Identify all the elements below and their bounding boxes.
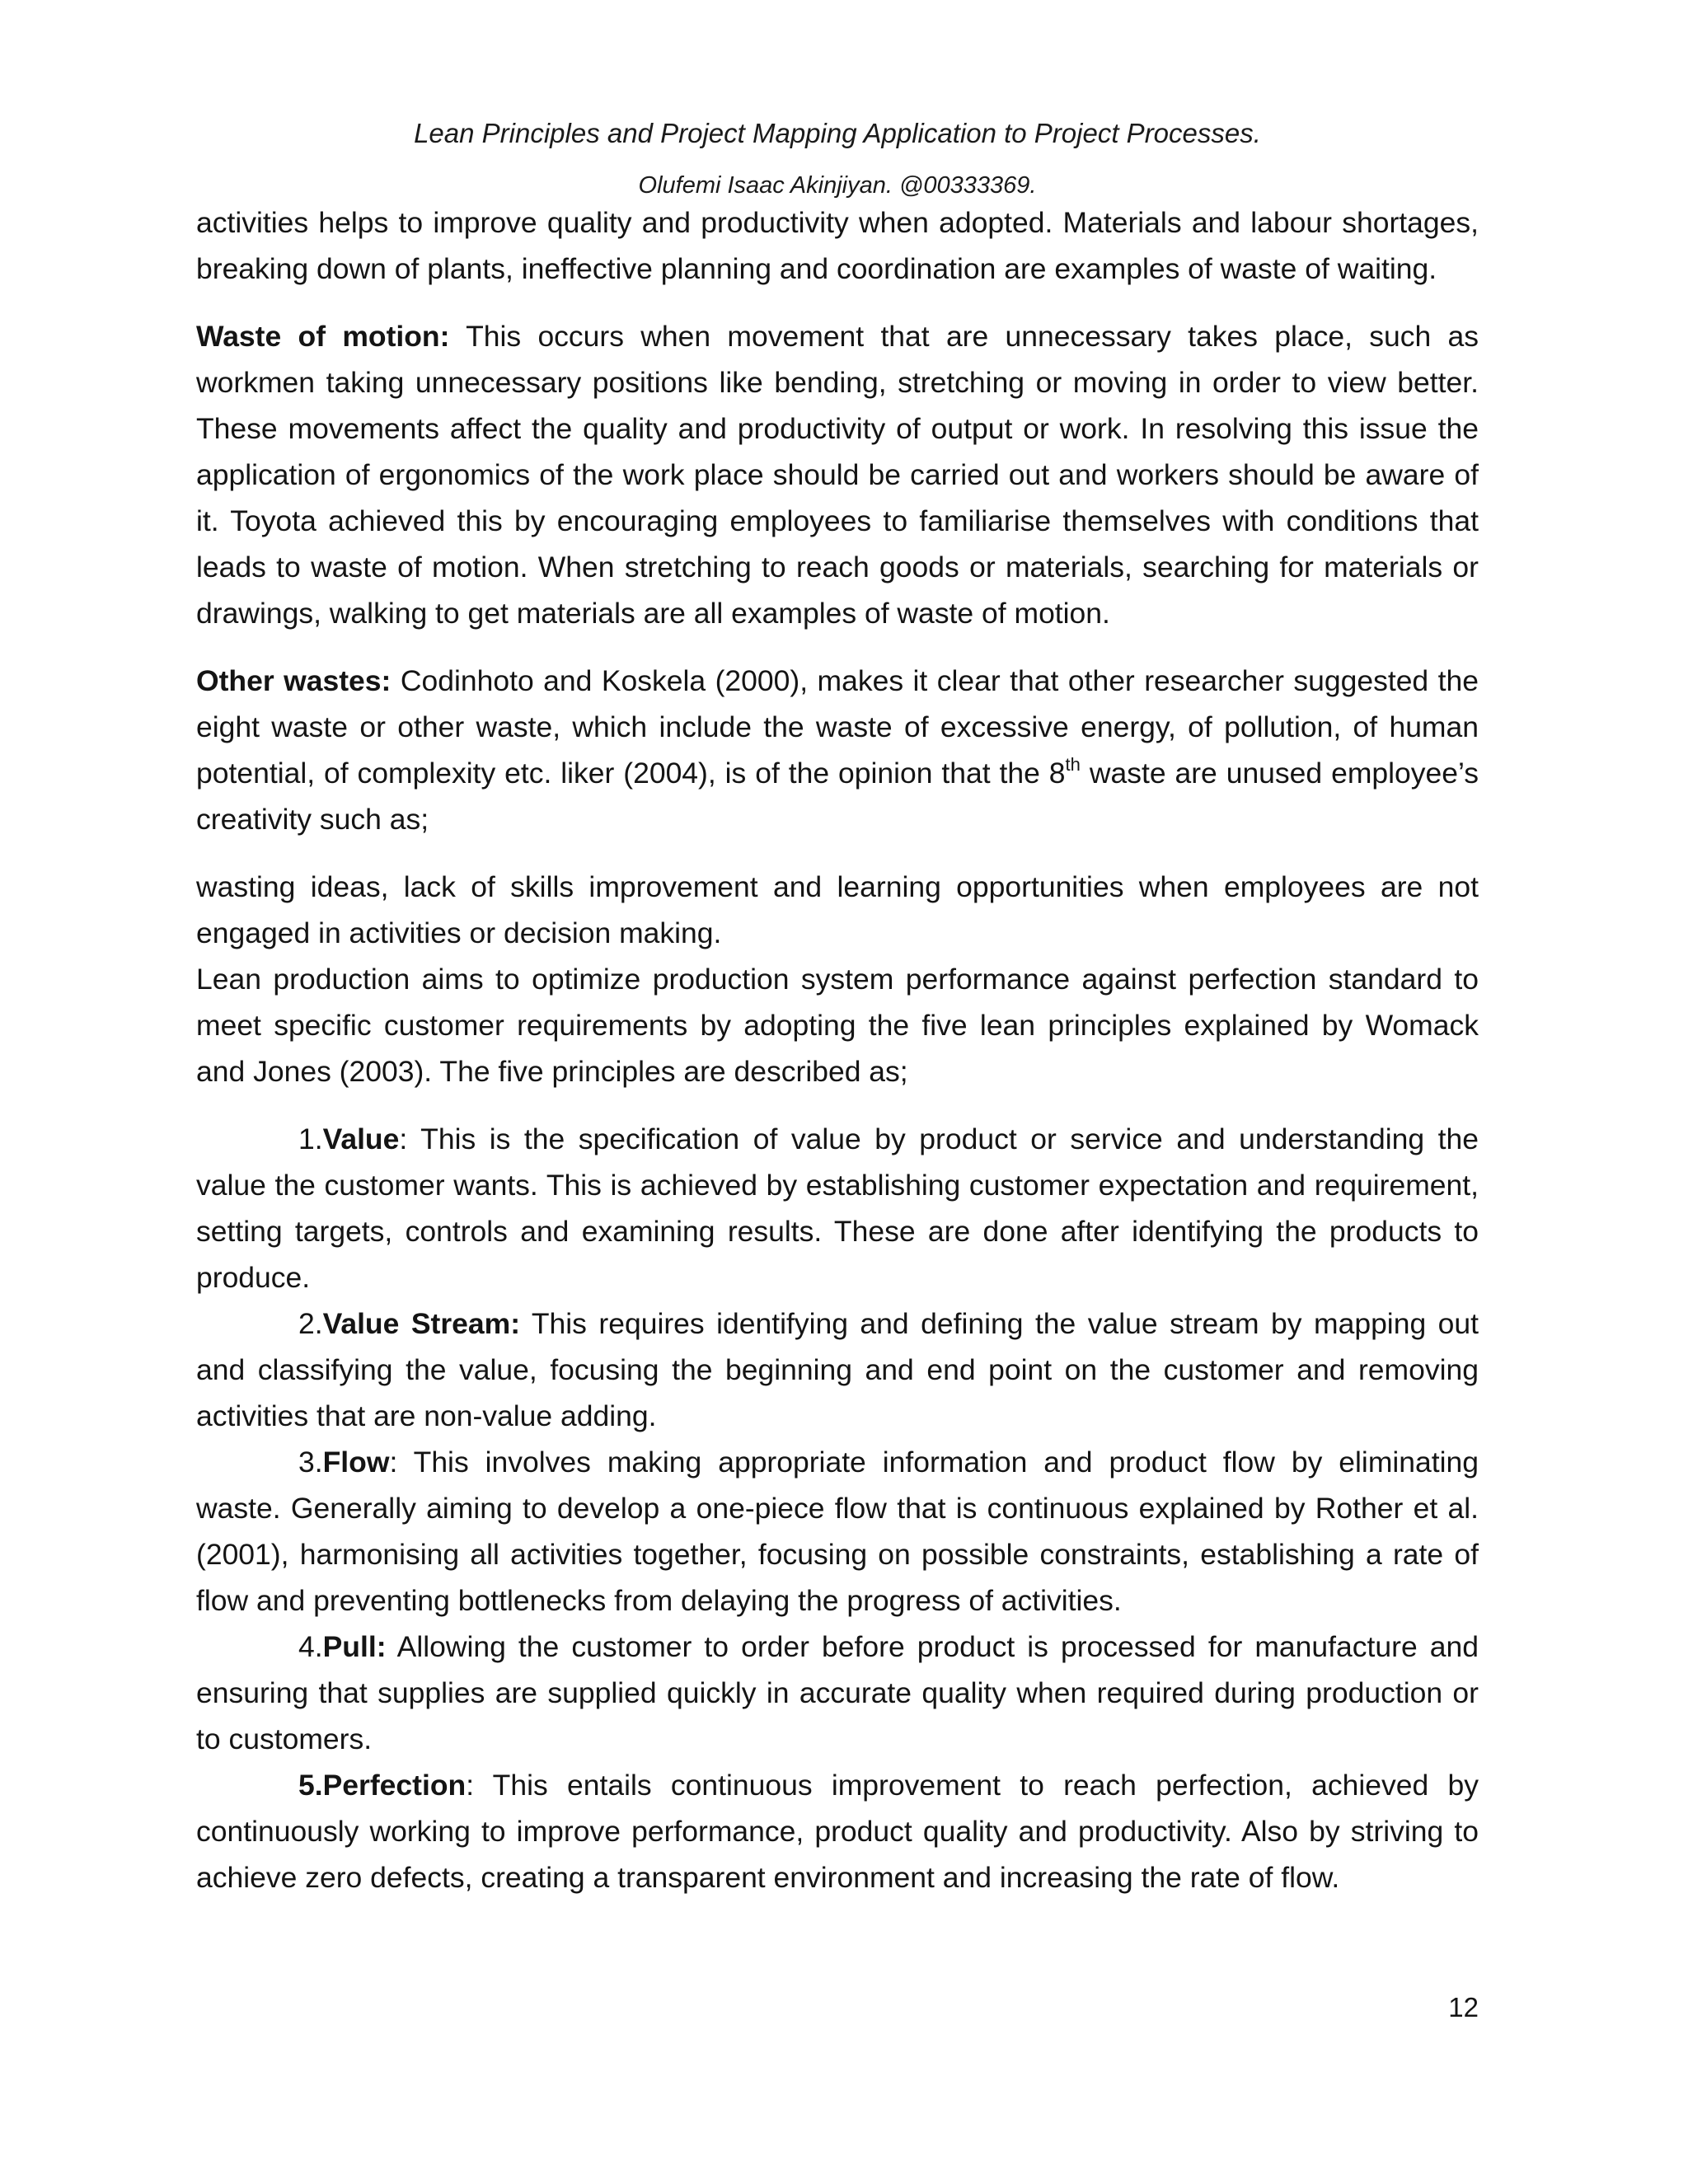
paragraph-waste-of-waiting-end: activities helps to improve quality and productivity when adopted. Materials and labour shortages, breaking down of plants, ineffective planning and coordination are examples of waste of waiting. [196,206,1479,285]
list-text: : This is the specification of value by product or service and understanding the value the customer wants. This is achieved by establishing customer expectation and requirement, setting targets, controls and examining results. These are done after identifying the products to produce. [196,1122,1479,1294]
waste-of-motion-text: This occurs when movement that are unnecessary takes place, such as workmen taking unnecessary positions like bending, stretching or moving in order to view better. These movements affect the quality and productivity of output or work. In resolving this issue the application of ergonomics of the work place should be carried out and workers should be aware of it. Toyota achieved this by encouraging employees to familiarise themselves with conditions that leads to waste of motion. When stretching to reach goods or materials, searching for materials or drawings, walking to get materials are all examples of waste of motion. [196,320,1479,630]
paragraph-creativity-examples: wasting ideas, lack of skills improvement and learning opportunities when employees are not engaged in activities or decision making. [196,870,1479,949]
list-number: 3. [298,1446,323,1479]
list-number: 1. [298,1122,323,1155]
ordinal-superscript: th [1065,754,1081,775]
body-text [196,199,1479,1900]
list-item-perfection [196,1762,1479,1900]
list-text: Allowing the customer to order before product is processed for manufacture and ensuring that supplies are supplied quickly in accurate quality when required during production or to customers. [196,1630,1479,1755]
list-term: Value [322,1122,400,1155]
list-item-pull [196,1624,1479,1762]
principles-list [196,1116,1479,1900]
list-text: : This involves making appropriate information and product flow by eliminating waste. Generally aiming to develop a one-piece flow that is continuous explained by Rother et al. (2001), harmonising all activities together, focusing on possible constraints, establishing a rate of flow and preventing bottlenecks from delaying the progress of activities. [196,1446,1479,1617]
list-number: 2. [298,1307,323,1340]
list-item-value-stream [196,1301,1479,1439]
paragraph-waste-of-motion [196,313,1479,636]
list-item-value [196,1116,1479,1301]
paragraph-other-wastes [196,658,1479,842]
waste-of-motion-heading: Waste of motion: [196,320,450,353]
paragraph-lean-production: Lean production aims to optimize production system performance against perfection standard to meet specific customer requirements by adopting the five lean principles explained by Womack and Jones (2003). The five principles are described as; [196,963,1479,1088]
list-number: 5. [298,1769,323,1802]
other-wastes-heading: Other wastes: [196,664,392,697]
list-term: Flow [322,1446,390,1479]
list-text: This requires identifying and defining the value stream by mapping out and classifying the value, focusing the beginning and end point on the customer and removing activities that are non-value adding. [196,1307,1479,1432]
other-wastes-text: Codinhoto and Koskela (2000), makes it clear that other researcher suggested the eight waste or other waste, which include the waste of excessive energy, of pollution, of human potential, of complexity etc. liker (2004), is of the opinion that the 8 [196,664,1479,790]
list-term: Pull: [322,1630,387,1663]
list-item-flow [196,1439,1479,1624]
running-header-title: Lean Principles and Project Mapping Application to Project Processes. [414,118,1261,148]
list-term: Perfection [322,1769,467,1802]
list-term: Value Stream: [322,1307,521,1340]
list-number: 4. [298,1630,323,1663]
list-text: : This entails continuous improvement to reach perfection, achieved by continuously working to improve performance, product quality and productivity. Also by striving to achieve zero defects, creating a transparent environment and increasing the rate of flow. [196,1769,1479,1894]
page-number: 12 [1448,1992,1479,2022]
other-wastes-text-end: waste are unused employee’s creativity such as; [196,757,1479,836]
running-header-author: Olufemi Isaac Akinjiyan. @00333369. [638,172,1037,199]
